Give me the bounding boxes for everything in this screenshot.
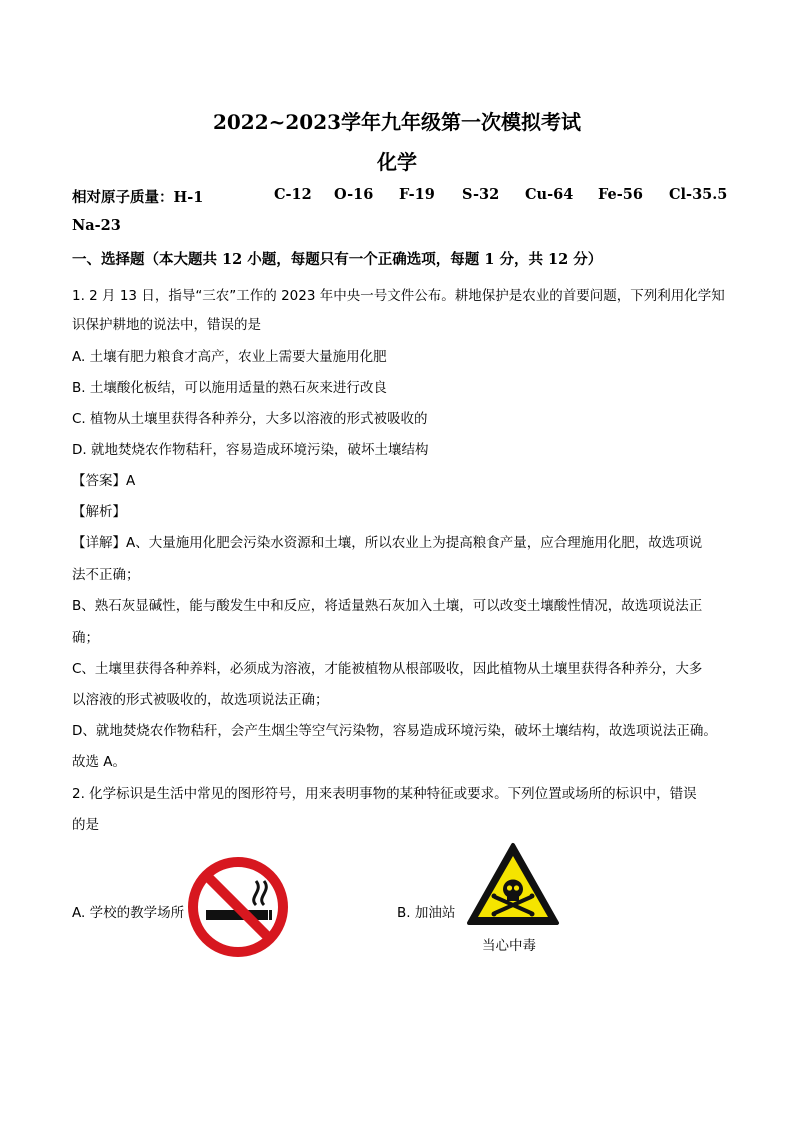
atomic-mass-item: Cu-64 bbox=[525, 186, 574, 203]
q2-stem-line-1: 2. 化学标识是生活中常见的图形符号，用来表明事物的某种特征或要求。下列位置或场所的标识中，错误 bbox=[72, 786, 697, 802]
q1-detail-line: 确； bbox=[72, 630, 99, 646]
q1-answer: 【答案】A bbox=[72, 473, 136, 489]
poison-sign-caption: 当心中毒 bbox=[482, 938, 536, 954]
atomic-mass-item: F-19 bbox=[399, 186, 435, 203]
atomic-mass-item: S-32 bbox=[462, 186, 500, 203]
atomic-mass-line bbox=[72, 186, 732, 206]
q1-detail-line: 以溶液的形式被吸收的，故选项说法正确； bbox=[72, 692, 329, 708]
q1-stem-line-2: 识保护耕地的说法中，错误的是 bbox=[72, 317, 261, 333]
q1-detail-line: 故选 A。 bbox=[72, 754, 127, 770]
exam-title: 2022~2023学年九年级第一次模拟考试 bbox=[212, 110, 582, 134]
atomic-mass-item: O-16 bbox=[334, 186, 374, 203]
q1-detail-line: 【详解】A、大量施用化肥会污染水资源和土壤，所以农业上为提高粮食产量，应合理施用化肥，故选项说 bbox=[72, 535, 703, 551]
atomic-mass-item: Fe-56 bbox=[598, 186, 643, 203]
q1-detail-line: B、熟石灰显碱性，能与酸发生中和反应，将适量熟石灰加入土壤，可以改变土壤酸性情况，故选项说法正 bbox=[72, 598, 703, 614]
no-smoking-icon bbox=[186, 855, 290, 959]
q1-option-c: C. 植物从土壤里获得各种养分，大多以溶液的形式被吸收的 bbox=[72, 411, 428, 427]
atomic-mass-extra: Na-23 bbox=[72, 217, 121, 234]
q2-option-b: B. 加油站 bbox=[397, 905, 456, 921]
q1-stem-line-1: 1. 2 月 13 日，指导“三农”工作的 2023 年中央一号文件公布。耕地保护是农业的首要问题，下列利用化学知 bbox=[72, 288, 725, 304]
q1-detail-line: D、就地焚烧农作物秸秆，会产生烟尘等空气污染物，容易造成环境污染，破坏土壤结构，故选项说法正确。 bbox=[72, 723, 717, 739]
q2-stem-line-2: 的是 bbox=[72, 817, 99, 833]
q1-option-d: D. 就地焚烧农作物秸秆，容易造成环境污染，破坏土壤结构 bbox=[72, 442, 429, 458]
q1-detail-line: C、土壤里获得各种养料，必须成为溶液，才能被植物从根部吸收，因此植物从土壤里获得各种养分，大多 bbox=[72, 661, 703, 677]
poison-warning-icon bbox=[465, 841, 561, 927]
subject-title: 化学 bbox=[377, 150, 417, 174]
atomic-mass-item: Cl-35.5 bbox=[669, 186, 728, 203]
q1-option-b: B. 土壤酸化板结，可以施用适量的熟石灰来进行改良 bbox=[72, 380, 387, 396]
q1-analysis-label: 【解析】 bbox=[72, 504, 126, 520]
atomic-mass-item: C-12 bbox=[274, 186, 312, 203]
atomic-mass-label: 相对原子质量：H-1 bbox=[72, 189, 204, 206]
q2-option-a: A. 学校的教学场所 bbox=[72, 905, 185, 921]
q1-option-a: A. 土壤有肥力粮食才高产，农业上需要大量施用化肥 bbox=[72, 349, 387, 365]
q1-detail-line: 法不正确； bbox=[72, 567, 140, 583]
section-heading: 一、选择题（本大题共 12 小题，每题只有一个正确选项，每题 1 分，共 12 分） bbox=[72, 251, 603, 268]
